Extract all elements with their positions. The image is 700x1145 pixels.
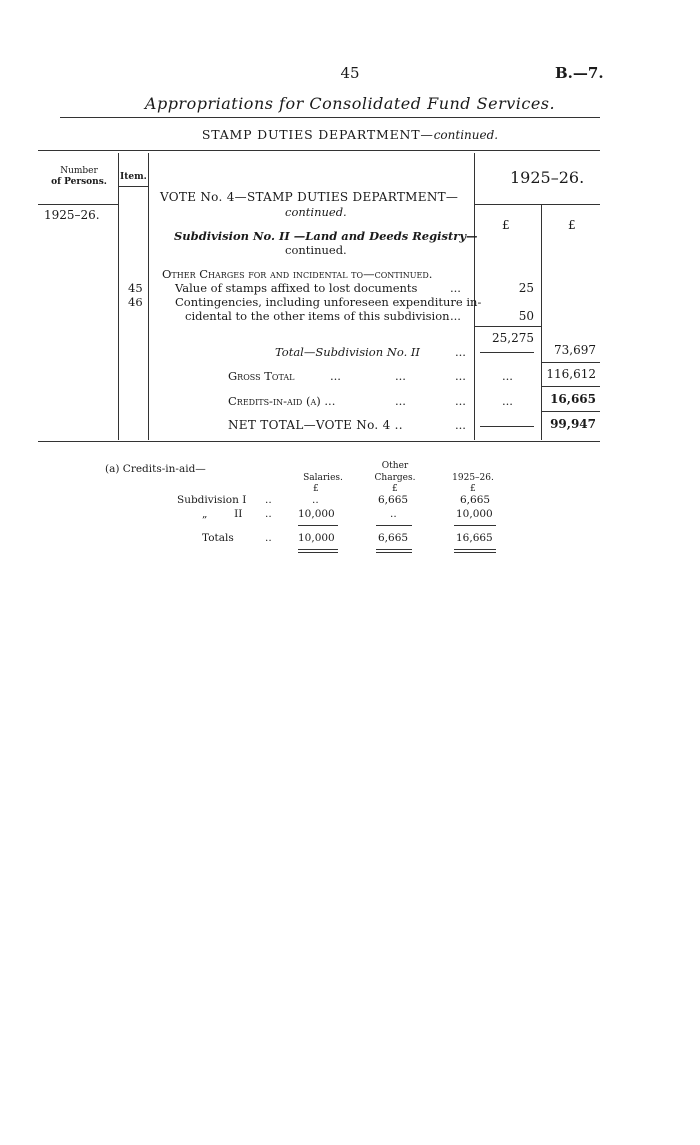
net-total-amount: 99,947	[550, 417, 596, 431]
total-subdivision-label: Total—Subdivision No. II	[275, 345, 420, 359]
footnote-pound-salaries: £	[313, 484, 319, 494]
credits-in-aid-amount: 16,665	[550, 392, 596, 406]
item-number: 45	[128, 281, 143, 295]
footnote-row-label: „ II	[202, 508, 243, 520]
footnote-col-year: 1925–26.	[452, 473, 494, 483]
total-dash-rule	[480, 352, 534, 353]
footnote-row-other: 6,665	[378, 494, 409, 506]
item-header-rule	[118, 186, 148, 187]
header-item: Item.	[120, 172, 147, 182]
footnote-rule-year	[454, 525, 496, 526]
net-total-label: NET TOTAL—VOTE No. 4 ..	[228, 418, 403, 432]
footnote-heading: (a) Credits-in-aid—	[105, 463, 206, 475]
total-subdivision-amount: 73,697	[554, 343, 596, 357]
column-divider-item	[148, 153, 149, 440]
footnote-row-year: 6,665	[460, 494, 491, 506]
total-subdivision-dots: ...	[455, 345, 466, 359]
persons-header-rule	[38, 204, 118, 205]
footnote-double-rule-other	[376, 549, 412, 550]
item-description: Value of stamps affixed to lost documents	[175, 281, 418, 295]
footnote-double-rule-salaries	[298, 549, 338, 550]
column-divider-persons	[118, 153, 119, 440]
footnote-totals-dots: ..	[265, 532, 272, 544]
gross-dots: ...	[455, 369, 466, 383]
gross-dots: ...	[502, 369, 513, 383]
net-dash-rule	[480, 426, 534, 427]
item-amount: 50	[518, 309, 534, 323]
item-description: Contingencies, including unforeseen expenditure in-	[175, 295, 482, 309]
footnote-col-other-line1: Other	[381, 461, 409, 471]
subtotal-amount: 25,275	[492, 331, 534, 345]
vote-heading-continued: continued.	[285, 205, 347, 219]
title-rule	[60, 117, 600, 118]
credits-dots: ...	[502, 394, 513, 408]
footnote-row-salaries: 10,000	[298, 508, 335, 520]
gross-total-label: Gross Total	[228, 369, 295, 383]
footnote-double-rule-year	[454, 549, 496, 550]
section-subtitle	[0, 127, 700, 142]
item-description: cidental to the other items of this subdivision	[185, 309, 450, 323]
item-amount: 25	[518, 281, 534, 295]
subdivision-heading: Subdivision No. II —Land and Deeds Registry—	[174, 229, 478, 243]
footnote-double-rule-year	[454, 552, 496, 553]
pound-symbol-col2: £	[568, 218, 576, 232]
footnote-rule-other	[376, 525, 412, 526]
subdivision-continued: continued.	[285, 243, 347, 257]
gross-total-amount: 116,612	[546, 367, 596, 381]
footnote-row-year: 10,000	[456, 508, 493, 520]
credits-in-aid-label: Credits-in-aid (a) ...	[228, 394, 336, 408]
footnote-col-salaries: Salaries.	[303, 473, 343, 483]
item-dots: ...	[450, 281, 461, 295]
footnote-rule-salaries	[298, 525, 338, 526]
item-dots: ...	[450, 309, 461, 323]
amount-header-rule	[474, 204, 600, 205]
footnote-row-salaries: ..	[312, 494, 319, 506]
vote-heading: VOTE No. 4—STAMP DUTIES DEPARTMENT—	[160, 190, 459, 204]
gross-dots: ...	[395, 369, 406, 383]
section-subtitle-main: STAMP DUTIES DEPARTMENT—	[201, 127, 434, 142]
footnote-totals-salaries: 10,000	[298, 532, 335, 544]
header-number-line1: Number	[60, 166, 98, 176]
credits-dots: ...	[455, 394, 466, 408]
footnote-row-dots: ..	[265, 494, 272, 506]
document-reference: B.—7.	[555, 64, 604, 82]
credits-dots: ...	[395, 394, 406, 408]
header-number-persons	[50, 166, 108, 188]
item-number: 46	[128, 295, 143, 309]
footnote-row-label: Subdivision I	[177, 494, 247, 506]
credits-rule	[541, 411, 600, 412]
footnote-totals-year: 16,665	[456, 532, 493, 544]
footnote-col-other-line2: Charges.	[374, 473, 416, 483]
footnote-double-rule-other	[376, 552, 412, 553]
footnote-double-rule-salaries	[298, 552, 338, 553]
column-divider-amount	[541, 205, 542, 440]
section-subtitle-cont: continued.	[433, 128, 499, 142]
gross-rule	[541, 386, 600, 387]
net-dots: ...	[455, 418, 466, 432]
header-year-amount: 1925–26.	[510, 168, 585, 187]
page-title: Appropriations for Consolidated Fund Services.	[144, 94, 556, 113]
gross-dots: ...	[330, 369, 341, 383]
footnote-totals-other: 6,665	[378, 532, 409, 544]
header-number-line2: of Persons.	[51, 177, 107, 187]
footnote-pound-year: £	[470, 484, 476, 494]
footnote-totals-label: Totals	[202, 532, 234, 544]
table-bottom-rule	[38, 441, 600, 442]
other-charges-heading: Other Charges for and incidental to—continued.	[162, 267, 433, 281]
pound-symbol-col1: £	[502, 218, 510, 232]
footnote-pound-other: £	[392, 484, 398, 494]
table-top-rule	[38, 150, 600, 151]
page-number: 45	[340, 64, 360, 82]
subtotal-rule	[474, 326, 541, 327]
total-rule	[541, 362, 600, 363]
footnote-row-dots: ..	[265, 508, 272, 520]
header-year-number: 1925–26.	[44, 208, 100, 222]
footnote-row-other: ..	[390, 508, 397, 520]
